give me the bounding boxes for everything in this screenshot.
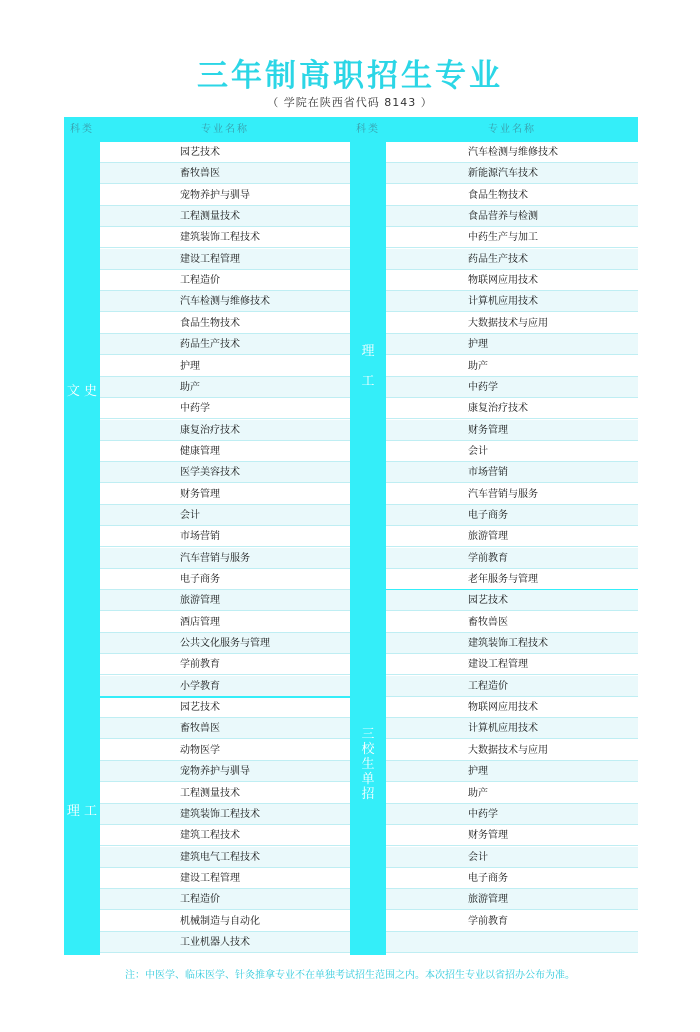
major-item: 建筑工程技术 (100, 825, 350, 846)
major-item: 汽车检测与维修技术 (100, 291, 350, 312)
major-item: 工程测量技术 (100, 783, 350, 804)
major-item: 汽车营销与服务 (386, 484, 638, 505)
major-item: 建筑装饰工程技术 (100, 227, 350, 248)
major-item: 机械制造与自动化 (100, 911, 350, 932)
major-item: 电子商务 (386, 505, 638, 526)
major-item: 护理 (386, 334, 638, 355)
major-item: 财务管理 (386, 420, 638, 441)
major-item: 畜牧兽医 (100, 718, 350, 739)
major-item: 中药学 (100, 398, 350, 419)
major-item: 小学教育 (100, 676, 350, 697)
major-item: 工程测量技术 (100, 206, 350, 227)
major-item: 建筑装饰工程技术 (386, 633, 638, 654)
majors-table (64, 117, 638, 955)
category-ligong-right (354, 337, 382, 397)
major-item: 酒店管理 (100, 612, 350, 633)
major-item: 建设工程管理 (386, 654, 638, 675)
major-item: 助产 (100, 377, 350, 398)
major-item: 园艺技术 (386, 590, 638, 611)
major-item: 建设工程管理 (100, 249, 350, 270)
major-item: 食品生物技术 (100, 313, 350, 334)
category-ligong-left (64, 797, 100, 827)
major-item: 大数据技术与应用 (386, 740, 638, 761)
left-major-column (100, 142, 350, 955)
major-item: 宠物养护与驯导 (100, 185, 350, 206)
major-item: 工程造价 (386, 676, 638, 697)
major-item: 畜牧兽医 (100, 163, 350, 184)
major-item: 汽车营销与服务 (100, 548, 350, 569)
major-item: 旅游管理 (386, 889, 638, 910)
header-category-left: 科类 (70, 124, 94, 135)
major-item: 学前教育 (386, 548, 638, 569)
major-item: 电子商务 (100, 569, 350, 590)
major-item: 园艺技术 (100, 142, 350, 163)
major-item: 物联网应用技术 (386, 697, 638, 718)
major-item: 助产 (386, 783, 638, 804)
major-item: 会计 (386, 847, 638, 868)
major-item: 康复治疗技术 (100, 420, 350, 441)
major-item: 中药学 (386, 377, 638, 398)
major-item: 学前教育 (386, 911, 638, 932)
major-item: 电子商务 (386, 868, 638, 889)
major-item: 建筑装饰工程技术 (100, 804, 350, 825)
major-item: 计算机应用技术 (386, 291, 638, 312)
header-category-right: 科类 (356, 124, 380, 135)
major-item: 护理 (100, 356, 350, 377)
major-item: 中药学 (386, 804, 638, 825)
major-item: 旅游管理 (386, 526, 638, 547)
major-item: 会计 (386, 441, 638, 462)
footnote: 注：中医学、临床医学、针灸推拿专业不在单独考试招生范围之内。本次招生专业以省招办公布为准。 (125, 970, 575, 981)
major-item: 建筑电气工程技术 (100, 847, 350, 868)
major-item: 会计 (100, 505, 350, 526)
category-ligong-left-label: 理 工 (66, 804, 98, 819)
page-subtitle: （ 学院在陕西省代码 8143 ） (267, 96, 433, 109)
category-ligong-right-label: 理 工 (361, 344, 375, 389)
major-item: 医学美容技术 (100, 462, 350, 483)
major-item: 旅游管理 (100, 590, 350, 611)
major-item: 健康管理 (100, 441, 350, 462)
major-item: 财务管理 (100, 484, 350, 505)
major-item: 财务管理 (386, 825, 638, 846)
major-item: 建设工程管理 (100, 868, 350, 889)
major-item: 食品营养与检测 (386, 206, 638, 227)
major-item: 新能源汽车技术 (386, 163, 638, 184)
major-item: 汽车检测与维修技术 (386, 142, 638, 163)
right-major-column (386, 142, 638, 955)
major-item: 宠物养护与驯导 (100, 761, 350, 782)
page-title: 三年制高职招生专业 (197, 58, 503, 94)
major-item: 动物医学 (100, 740, 350, 761)
major-item: 公共文化服务与管理 (100, 633, 350, 654)
major-item: 助产 (386, 356, 638, 377)
major-item: 药品生产技术 (100, 334, 350, 355)
major-item: 大数据技术与应用 (386, 313, 638, 334)
major-item: 物联网应用技术 (386, 270, 638, 291)
major-item (386, 932, 638, 953)
major-item: 工业机器人技术 (100, 932, 350, 953)
major-item: 护理 (386, 761, 638, 782)
category-wenshi-label: 文 史 (66, 384, 98, 399)
category-wenshi (64, 377, 100, 407)
category-sanxiao (354, 727, 382, 802)
major-item: 中药生产与加工 (386, 227, 638, 248)
major-item: 市场营销 (386, 462, 638, 483)
major-item: 药品生产技术 (386, 249, 638, 270)
major-item: 园艺技术 (100, 697, 350, 718)
major-item: 学前教育 (100, 654, 350, 675)
major-item: 计算机应用技术 (386, 718, 638, 739)
category-sanxiao-label: 三校生单招 (361, 727, 375, 802)
major-item: 食品生物技术 (386, 185, 638, 206)
header-major-right: 专业名称 (488, 124, 536, 135)
major-item: 工程造价 (100, 270, 350, 291)
major-item: 老年服务与管理 (386, 569, 638, 590)
major-item: 市场营销 (100, 526, 350, 547)
header-major-left: 专业名称 (201, 124, 249, 135)
major-item: 康复治疗技术 (386, 398, 638, 419)
major-item: 畜牧兽医 (386, 612, 638, 633)
major-item: 工程造价 (100, 889, 350, 910)
